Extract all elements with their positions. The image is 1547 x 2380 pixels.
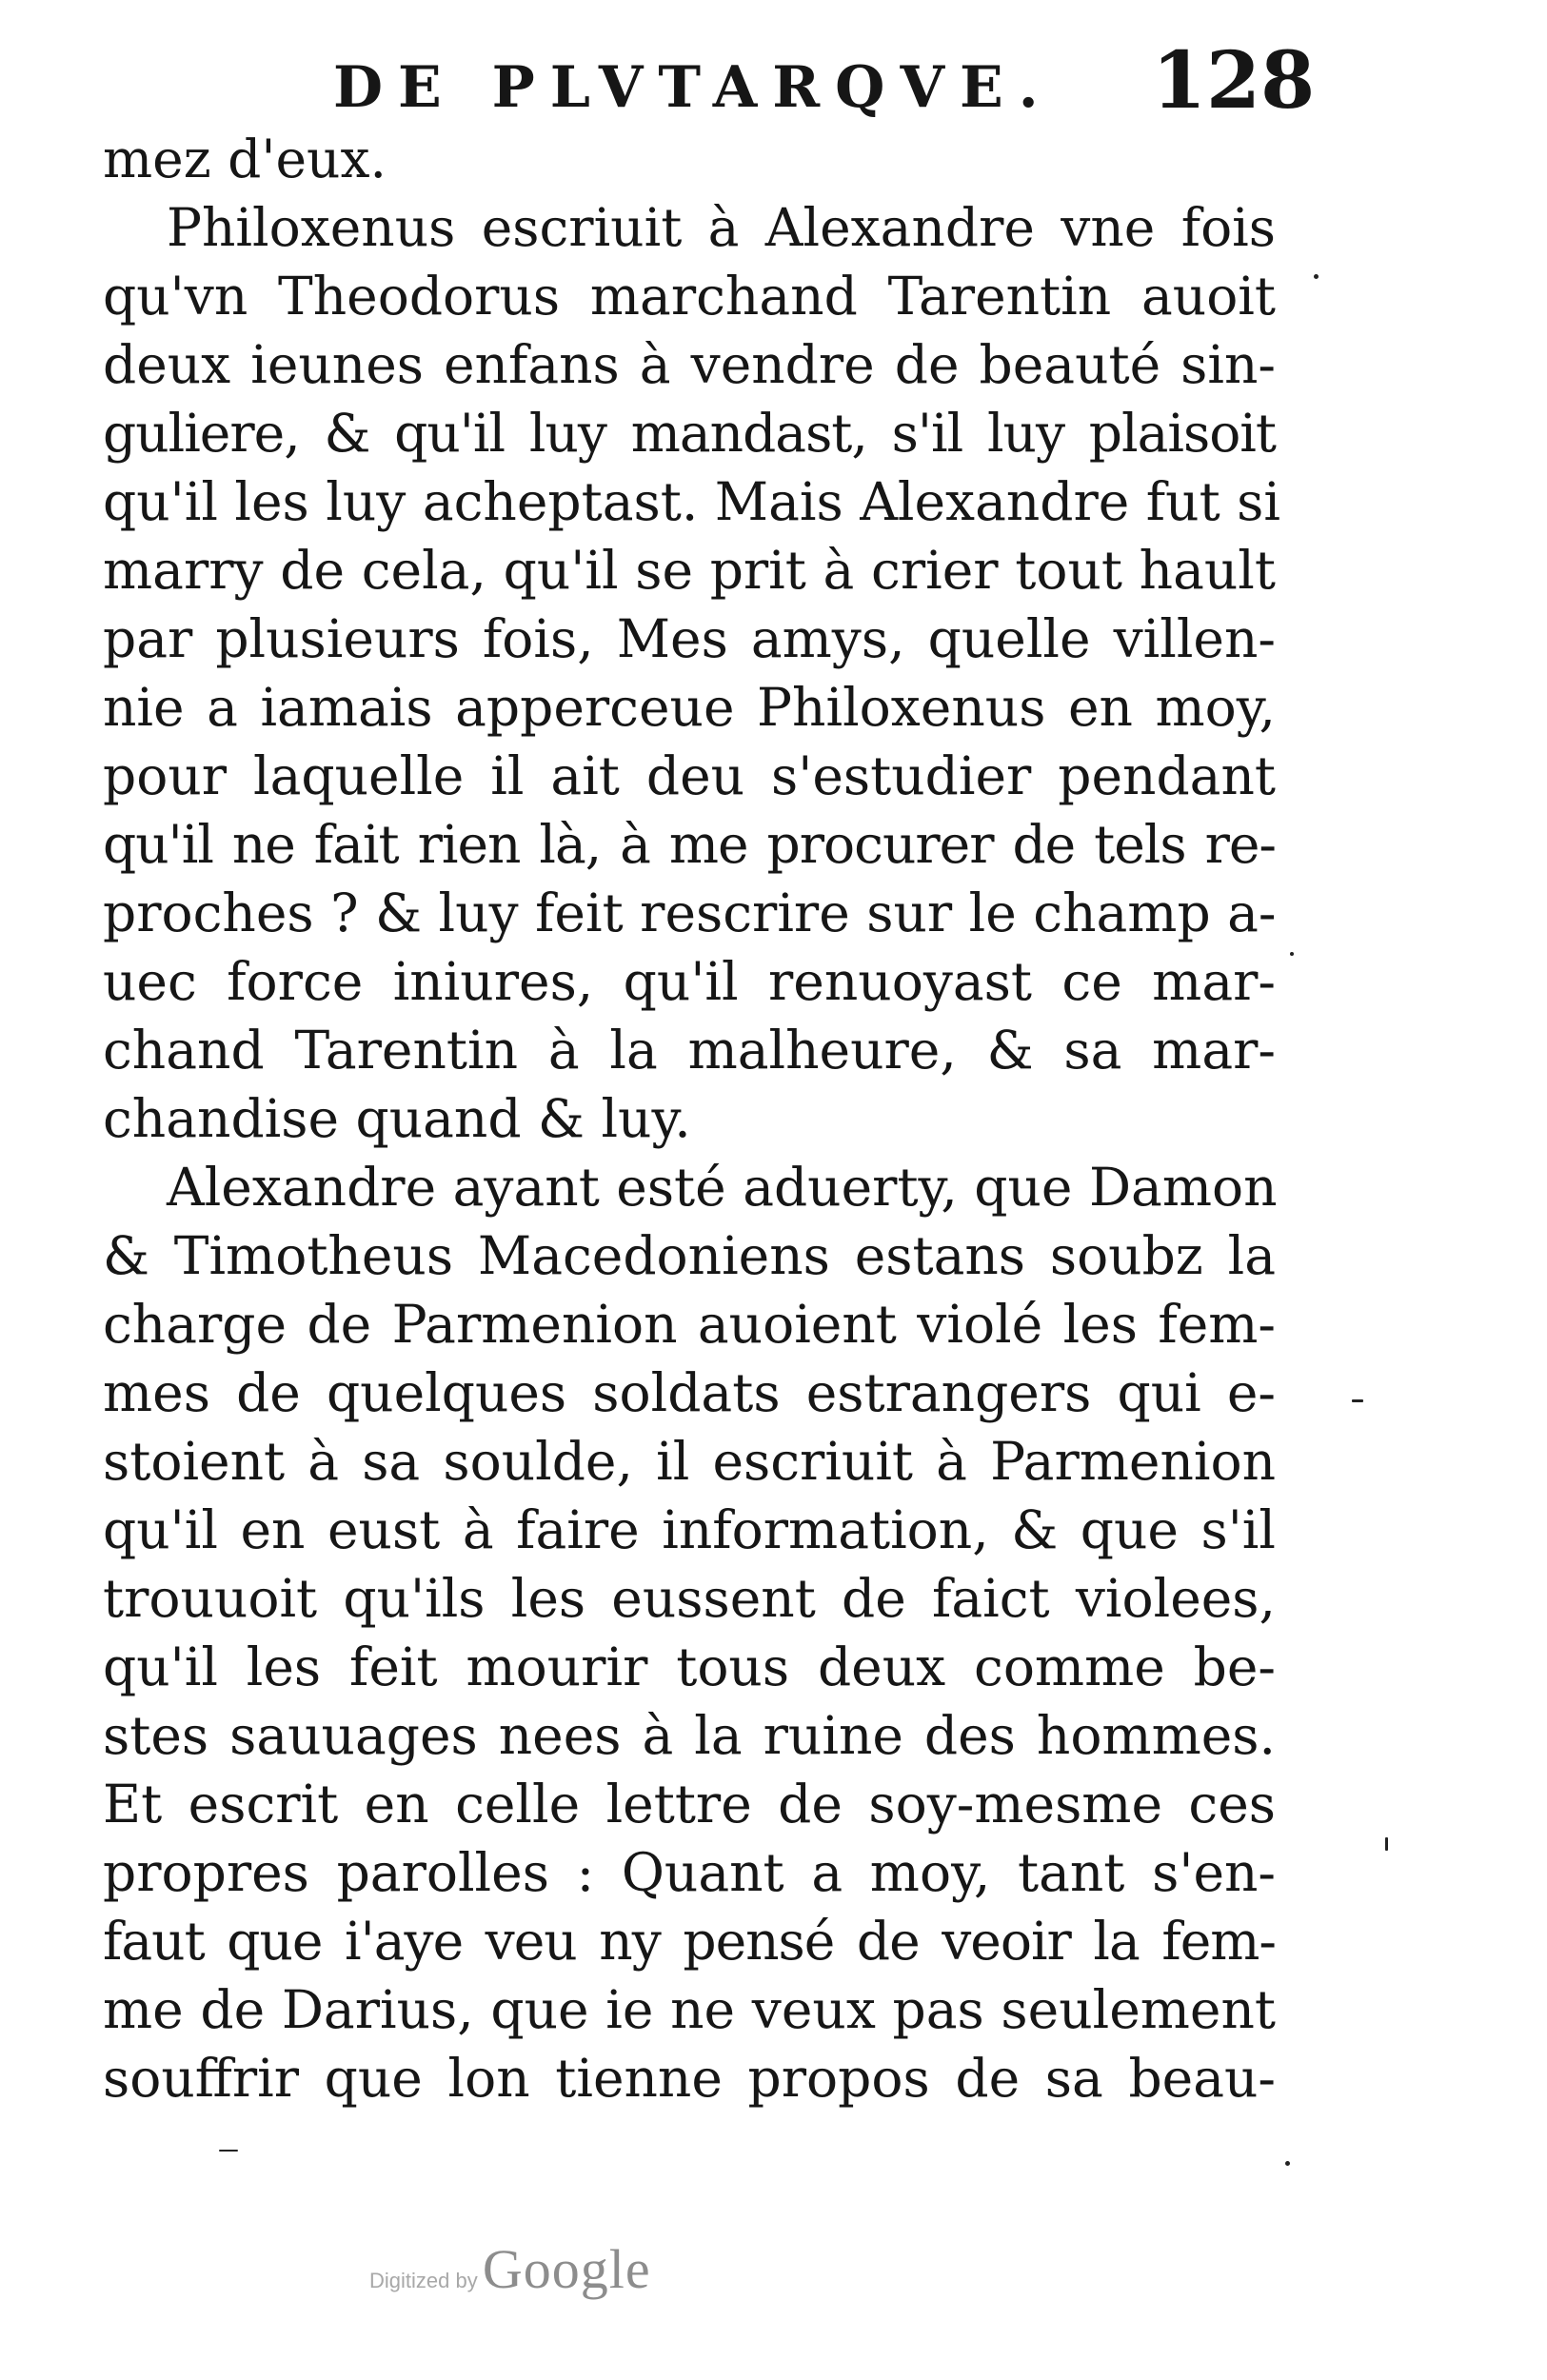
- text-line: qu'il les feit mourir tous deux comme be-: [103, 1636, 1276, 1697]
- text-line: deux ieunes enfans à vendre de beauté sin-: [103, 334, 1276, 395]
- page-number: 128: [1152, 35, 1316, 127]
- text-line: mes de quelques soldats estrangers qui e-: [103, 1362, 1276, 1423]
- text-line: mez d'eux.: [103, 129, 387, 189]
- watermark-brand-text: Google: [482, 2238, 651, 2300]
- text-line: faut que i'aye veu ny pensé de veoir la fem-: [103, 1911, 1276, 1972]
- text-line: guliere, & qu'il luy mandast, s'il luy plaisoit: [103, 403, 1276, 464]
- text-line: souffrir que lon tienne propos de sa beau-: [103, 2048, 1276, 2109]
- text-line: me de Darius, que ie ne veux pas seulement: [103, 1979, 1276, 2040]
- text-line: stoient à sa soulde, il escriuit à Parmenion: [103, 1431, 1276, 1492]
- ink-speck: [1314, 274, 1319, 279]
- text-line: stes sauuages nees à la ruine des hommes.: [103, 1705, 1276, 1766]
- paragraph-start-line: Alexandre ayant esté aduerty, que Damon: [167, 1157, 1278, 1218]
- text-line: propres parolles : Quant a moy, tant s'en-: [103, 1842, 1276, 1903]
- text-line: proches ? & luy feit rescrire sur le champ a-: [103, 883, 1277, 943]
- text-line: qu'il ne fait rien là, à me procurer de tels re-: [103, 814, 1276, 875]
- text-line: Et escrit en celle lettre de soy-mesme ces: [103, 1774, 1276, 1835]
- text-line: qu'il les luy acheptast. Mais Alexandre fut si: [103, 471, 1280, 532]
- text-line: & Timotheus Macedoniens estans soubz la: [103, 1225, 1276, 1286]
- text-line: uec force iniures, qu'il renuoyast ce mar-: [103, 951, 1276, 1012]
- ink-speck: [1285, 2161, 1290, 2166]
- text-line: nie a iamais apperceue Philoxenus en moy,: [103, 677, 1276, 738]
- digitization-watermark: [369, 2237, 651, 2301]
- paragraph-start-line: Philoxenus escriuit à Alexandre vne fois: [167, 197, 1276, 258]
- text-line: qu'vn Theodorus marchand Tarentin auoit: [103, 266, 1276, 327]
- text-line: marry de cela, qu'il se prit à crier tout hault: [103, 540, 1276, 601]
- ink-speck: [1352, 1399, 1363, 1402]
- text-line: par plusieurs fois, Mes amys, quelle villen-: [103, 608, 1276, 669]
- text-line: chand Tarentin à la malheure, & sa mar-: [103, 1020, 1276, 1081]
- watermark-digitized-text: Digitized by: [369, 2269, 478, 2292]
- text-line: charge de Parmenion auoient violé les fem-: [103, 1294, 1276, 1355]
- text-line: chandise quand & luy.: [103, 1088, 691, 1149]
- ink-speck: [1290, 952, 1294, 956]
- text-line: pour laquelle il ait deu s'estudier pendant: [103, 745, 1276, 806]
- text-line: qu'il en eust à faire information, & que s'il: [103, 1499, 1276, 1560]
- ink-speck: [219, 2150, 238, 2152]
- ink-speck: [1385, 1837, 1388, 1851]
- running-title: DE PLVTARQVE.: [333, 54, 1054, 121]
- text-line: trouuoit qu'ils les eussent de faict violees,: [103, 1568, 1276, 1629]
